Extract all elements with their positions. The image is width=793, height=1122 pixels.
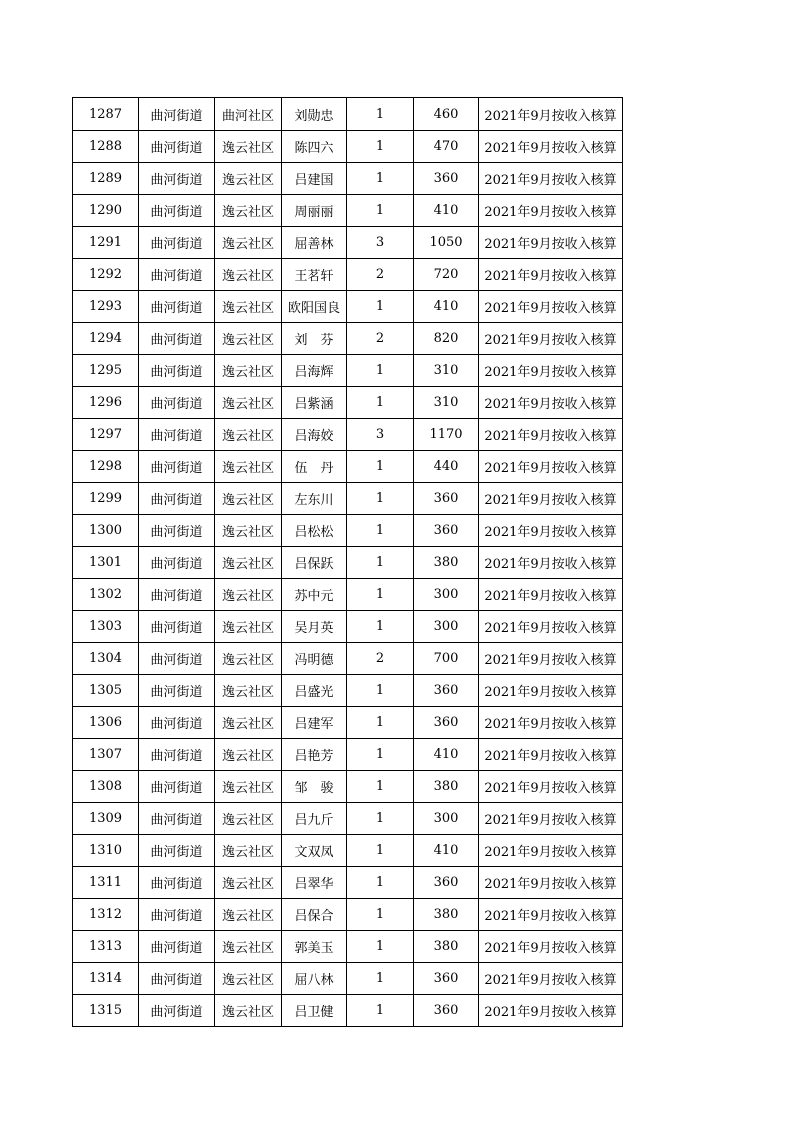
amount-cell: 1170 xyxy=(414,419,479,451)
name-cell: 吕海姣 xyxy=(282,419,347,451)
community-cell: 逸云社区 xyxy=(215,131,282,163)
community-cell: 逸云社区 xyxy=(215,643,282,675)
name-cell: 吕保合 xyxy=(282,899,347,931)
household-size-cell: 1 xyxy=(347,515,414,547)
row-number-cell: 1309 xyxy=(73,803,139,835)
row-number-cell: 1311 xyxy=(73,867,139,899)
table-row xyxy=(73,323,623,355)
street-cell: 曲河街道 xyxy=(139,899,215,931)
amount-cell: 410 xyxy=(414,291,479,323)
note-cell: 2021年9月按收入核算 xyxy=(479,867,623,899)
community-cell: 逸云社区 xyxy=(215,483,282,515)
row-number-cell: 1306 xyxy=(73,707,139,739)
row-number-cell: 1299 xyxy=(73,483,139,515)
name-cell: 周丽丽 xyxy=(282,195,347,227)
household-size-cell: 1 xyxy=(347,963,414,995)
street-cell: 曲河街道 xyxy=(139,483,215,515)
row-number-cell: 1298 xyxy=(73,451,139,483)
amount-cell: 410 xyxy=(414,739,479,771)
row-number-cell: 1293 xyxy=(73,291,139,323)
street-cell: 曲河街道 xyxy=(139,163,215,195)
name-cell: 吕建军 xyxy=(282,707,347,739)
household-size-cell: 3 xyxy=(347,419,414,451)
row-number-cell: 1291 xyxy=(73,227,139,259)
note-cell: 2021年9月按收入核算 xyxy=(479,771,623,803)
table-row xyxy=(73,771,623,803)
name-cell: 吕翠华 xyxy=(282,867,347,899)
household-size-cell: 1 xyxy=(347,579,414,611)
row-number-cell: 1303 xyxy=(73,611,139,643)
row-number-cell: 1313 xyxy=(73,931,139,963)
note-cell: 2021年9月按收入核算 xyxy=(479,643,623,675)
street-cell: 曲河街道 xyxy=(139,259,215,291)
community-cell: 曲河社区 xyxy=(215,98,282,131)
row-number-cell: 1288 xyxy=(73,131,139,163)
amount-cell: 360 xyxy=(414,707,479,739)
community-cell: 逸云社区 xyxy=(215,771,282,803)
note-cell: 2021年9月按收入核算 xyxy=(479,98,623,131)
household-size-cell: 3 xyxy=(347,227,414,259)
street-cell: 曲河街道 xyxy=(139,291,215,323)
name-cell: 屈八林 xyxy=(282,963,347,995)
note-cell: 2021年9月按收入核算 xyxy=(479,899,623,931)
street-cell: 曲河街道 xyxy=(139,675,215,707)
note-cell: 2021年9月按收入核算 xyxy=(479,579,623,611)
street-cell: 曲河街道 xyxy=(139,227,215,259)
community-cell: 逸云社区 xyxy=(215,259,282,291)
note-cell: 2021年9月按收入核算 xyxy=(479,803,623,835)
row-number-cell: 1297 xyxy=(73,419,139,451)
name-cell: 吕卫健 xyxy=(282,995,347,1027)
street-cell: 曲河街道 xyxy=(139,995,215,1027)
community-cell: 逸云社区 xyxy=(215,163,282,195)
name-cell: 王茗轩 xyxy=(282,259,347,291)
table-row xyxy=(73,98,623,131)
row-number-cell: 1302 xyxy=(73,579,139,611)
note-cell: 2021年9月按收入核算 xyxy=(479,259,623,291)
table-row xyxy=(73,387,623,419)
street-cell: 曲河街道 xyxy=(139,387,215,419)
household-size-cell: 1 xyxy=(347,771,414,803)
amount-cell: 310 xyxy=(414,387,479,419)
name-cell: 苏中元 xyxy=(282,579,347,611)
name-cell: 吕建国 xyxy=(282,163,347,195)
name-cell: 刘勋忠 xyxy=(282,98,347,131)
amount-cell: 360 xyxy=(414,163,479,195)
row-number-cell: 1312 xyxy=(73,899,139,931)
household-size-cell: 1 xyxy=(347,931,414,963)
table-body xyxy=(73,98,623,1027)
table-row xyxy=(73,483,623,515)
note-cell: 2021年9月按收入核算 xyxy=(479,963,623,995)
table-row xyxy=(73,963,623,995)
amount-cell: 380 xyxy=(414,547,479,579)
street-cell: 曲河街道 xyxy=(139,323,215,355)
amount-cell: 720 xyxy=(414,259,479,291)
community-cell: 逸云社区 xyxy=(215,195,282,227)
household-size-cell: 1 xyxy=(347,995,414,1027)
name-cell: 邹 骏 xyxy=(282,771,347,803)
household-size-cell: 2 xyxy=(347,259,414,291)
note-cell: 2021年9月按收入核算 xyxy=(479,291,623,323)
community-cell: 逸云社区 xyxy=(215,835,282,867)
note-cell: 2021年9月按收入核算 xyxy=(479,611,623,643)
household-size-cell: 1 xyxy=(347,451,414,483)
community-cell: 逸云社区 xyxy=(215,931,282,963)
note-cell: 2021年9月按收入核算 xyxy=(479,227,623,259)
amount-cell: 380 xyxy=(414,931,479,963)
amount-cell: 820 xyxy=(414,323,479,355)
note-cell: 2021年9月按收入核算 xyxy=(479,739,623,771)
table-row xyxy=(73,675,623,707)
street-cell: 曲河街道 xyxy=(139,98,215,131)
household-size-cell: 2 xyxy=(347,643,414,675)
note-cell: 2021年9月按收入核算 xyxy=(479,483,623,515)
community-cell: 逸云社区 xyxy=(215,387,282,419)
table-row xyxy=(73,291,623,323)
row-number-cell: 1296 xyxy=(73,387,139,419)
household-size-cell: 2 xyxy=(347,323,414,355)
street-cell: 曲河街道 xyxy=(139,643,215,675)
amount-cell: 460 xyxy=(414,98,479,131)
street-cell: 曲河街道 xyxy=(139,515,215,547)
community-cell: 逸云社区 xyxy=(215,867,282,899)
note-cell: 2021年9月按收入核算 xyxy=(479,387,623,419)
amount-cell: 470 xyxy=(414,131,479,163)
table-row xyxy=(73,195,623,227)
name-cell: 屈善林 xyxy=(282,227,347,259)
household-size-cell: 1 xyxy=(347,483,414,515)
table-row xyxy=(73,611,623,643)
community-cell: 逸云社区 xyxy=(215,707,282,739)
table-row xyxy=(73,931,623,963)
table-row xyxy=(73,355,623,387)
amount-cell: 300 xyxy=(414,579,479,611)
household-size-cell: 1 xyxy=(347,803,414,835)
amount-cell: 360 xyxy=(414,483,479,515)
household-size-cell: 1 xyxy=(347,611,414,643)
name-cell: 吴月英 xyxy=(282,611,347,643)
community-cell: 逸云社区 xyxy=(215,803,282,835)
name-cell: 郭美玉 xyxy=(282,931,347,963)
note-cell: 2021年9月按收入核算 xyxy=(479,547,623,579)
row-number-cell: 1315 xyxy=(73,995,139,1027)
note-cell: 2021年9月按收入核算 xyxy=(479,675,623,707)
community-cell: 逸云社区 xyxy=(215,579,282,611)
row-number-cell: 1289 xyxy=(73,163,139,195)
community-cell: 逸云社区 xyxy=(215,675,282,707)
street-cell: 曲河街道 xyxy=(139,611,215,643)
community-cell: 逸云社区 xyxy=(215,291,282,323)
table-row xyxy=(73,643,623,675)
amount-cell: 360 xyxy=(414,963,479,995)
table-row xyxy=(73,899,623,931)
note-cell: 2021年9月按收入核算 xyxy=(479,835,623,867)
community-cell: 逸云社区 xyxy=(215,611,282,643)
table-row xyxy=(73,835,623,867)
row-number-cell: 1301 xyxy=(73,547,139,579)
household-size-cell: 1 xyxy=(347,707,414,739)
row-number-cell: 1292 xyxy=(73,259,139,291)
note-cell: 2021年9月按收入核算 xyxy=(479,323,623,355)
table-row xyxy=(73,163,623,195)
table-row xyxy=(73,707,623,739)
table-row xyxy=(73,131,623,163)
row-number-cell: 1295 xyxy=(73,355,139,387)
amount-cell: 700 xyxy=(414,643,479,675)
row-number-cell: 1294 xyxy=(73,323,139,355)
name-cell: 文双凤 xyxy=(282,835,347,867)
name-cell: 伍 丹 xyxy=(282,451,347,483)
household-size-cell: 1 xyxy=(347,195,414,227)
table-row xyxy=(73,451,623,483)
row-number-cell: 1290 xyxy=(73,195,139,227)
amount-cell: 360 xyxy=(414,515,479,547)
street-cell: 曲河街道 xyxy=(139,131,215,163)
table-row xyxy=(73,419,623,451)
row-number-cell: 1305 xyxy=(73,675,139,707)
name-cell: 左东川 xyxy=(282,483,347,515)
document-page xyxy=(72,97,623,1027)
table-row xyxy=(73,867,623,899)
amount-cell: 440 xyxy=(414,451,479,483)
table-row xyxy=(73,259,623,291)
street-cell: 曲河街道 xyxy=(139,771,215,803)
note-cell: 2021年9月按收入核算 xyxy=(479,931,623,963)
amount-cell: 310 xyxy=(414,355,479,387)
household-size-cell: 1 xyxy=(347,867,414,899)
row-number-cell: 1314 xyxy=(73,963,139,995)
data-table xyxy=(72,97,623,1027)
row-number-cell: 1287 xyxy=(73,98,139,131)
amount-cell: 380 xyxy=(414,899,479,931)
street-cell: 曲河街道 xyxy=(139,579,215,611)
street-cell: 曲河街道 xyxy=(139,931,215,963)
name-cell: 吕艳芳 xyxy=(282,739,347,771)
street-cell: 曲河街道 xyxy=(139,835,215,867)
street-cell: 曲河街道 xyxy=(139,547,215,579)
name-cell: 陈四六 xyxy=(282,131,347,163)
note-cell: 2021年9月按收入核算 xyxy=(479,995,623,1027)
amount-cell: 300 xyxy=(414,803,479,835)
community-cell: 逸云社区 xyxy=(215,995,282,1027)
table-row xyxy=(73,547,623,579)
household-size-cell: 1 xyxy=(347,163,414,195)
note-cell: 2021年9月按收入核算 xyxy=(479,419,623,451)
street-cell: 曲河街道 xyxy=(139,195,215,227)
name-cell: 吕九斤 xyxy=(282,803,347,835)
household-size-cell: 1 xyxy=(347,675,414,707)
name-cell: 吕盛光 xyxy=(282,675,347,707)
amount-cell: 410 xyxy=(414,195,479,227)
row-number-cell: 1308 xyxy=(73,771,139,803)
note-cell: 2021年9月按收入核算 xyxy=(479,131,623,163)
amount-cell: 360 xyxy=(414,867,479,899)
amount-cell: 1050 xyxy=(414,227,479,259)
household-size-cell: 1 xyxy=(347,547,414,579)
community-cell: 逸云社区 xyxy=(215,323,282,355)
table-row xyxy=(73,579,623,611)
street-cell: 曲河街道 xyxy=(139,867,215,899)
street-cell: 曲河街道 xyxy=(139,419,215,451)
name-cell: 冯明德 xyxy=(282,643,347,675)
street-cell: 曲河街道 xyxy=(139,803,215,835)
name-cell: 刘 芬 xyxy=(282,323,347,355)
name-cell: 吕松松 xyxy=(282,515,347,547)
household-size-cell: 1 xyxy=(347,355,414,387)
street-cell: 曲河街道 xyxy=(139,451,215,483)
community-cell: 逸云社区 xyxy=(215,739,282,771)
amount-cell: 360 xyxy=(414,675,479,707)
table-row xyxy=(73,995,623,1027)
community-cell: 逸云社区 xyxy=(215,451,282,483)
community-cell: 逸云社区 xyxy=(215,963,282,995)
table-row xyxy=(73,803,623,835)
household-size-cell: 1 xyxy=(347,739,414,771)
row-number-cell: 1307 xyxy=(73,739,139,771)
community-cell: 逸云社区 xyxy=(215,515,282,547)
household-size-cell: 1 xyxy=(347,387,414,419)
amount-cell: 410 xyxy=(414,835,479,867)
table-row xyxy=(73,739,623,771)
note-cell: 2021年9月按收入核算 xyxy=(479,515,623,547)
street-cell: 曲河街道 xyxy=(139,355,215,387)
household-size-cell: 1 xyxy=(347,98,414,131)
row-number-cell: 1310 xyxy=(73,835,139,867)
household-size-cell: 1 xyxy=(347,899,414,931)
table-row xyxy=(73,227,623,259)
name-cell: 吕海辉 xyxy=(282,355,347,387)
amount-cell: 380 xyxy=(414,771,479,803)
street-cell: 曲河街道 xyxy=(139,707,215,739)
note-cell: 2021年9月按收入核算 xyxy=(479,355,623,387)
note-cell: 2021年9月按收入核算 xyxy=(479,195,623,227)
note-cell: 2021年9月按收入核算 xyxy=(479,707,623,739)
street-cell: 曲河街道 xyxy=(139,739,215,771)
name-cell: 吕保跃 xyxy=(282,547,347,579)
note-cell: 2021年9月按收入核算 xyxy=(479,451,623,483)
community-cell: 逸云社区 xyxy=(215,355,282,387)
community-cell: 逸云社区 xyxy=(215,419,282,451)
name-cell: 吕紫涵 xyxy=(282,387,347,419)
community-cell: 逸云社区 xyxy=(215,899,282,931)
row-number-cell: 1300 xyxy=(73,515,139,547)
amount-cell: 300 xyxy=(414,611,479,643)
household-size-cell: 1 xyxy=(347,835,414,867)
table-row xyxy=(73,515,623,547)
street-cell: 曲河街道 xyxy=(139,963,215,995)
community-cell: 逸云社区 xyxy=(215,227,282,259)
row-number-cell: 1304 xyxy=(73,643,139,675)
note-cell: 2021年9月按收入核算 xyxy=(479,163,623,195)
amount-cell: 360 xyxy=(414,995,479,1027)
name-cell: 欧阳国良 xyxy=(282,291,347,323)
household-size-cell: 1 xyxy=(347,131,414,163)
household-size-cell: 1 xyxy=(347,291,414,323)
community-cell: 逸云社区 xyxy=(215,547,282,579)
